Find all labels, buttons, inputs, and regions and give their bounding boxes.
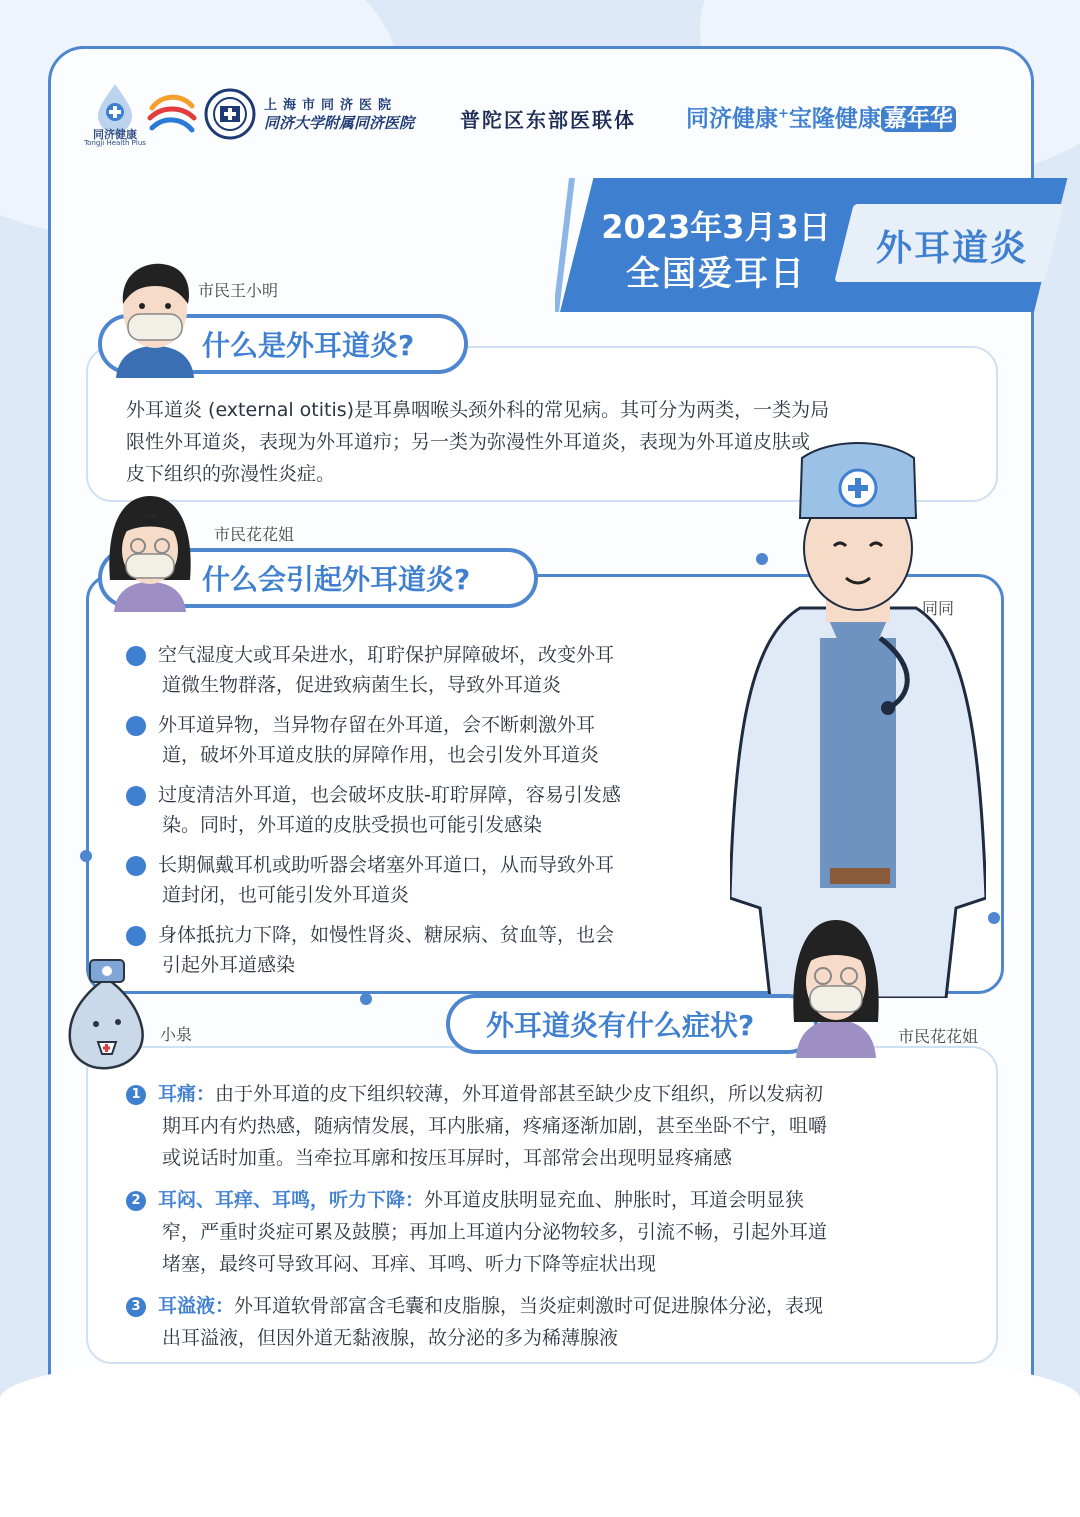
decor-dot	[988, 912, 1000, 924]
symptom-number: 1	[126, 1085, 146, 1105]
symptom-line: 出耳溢液，但因外道无黏液腺，故分泌的多为稀薄腺液	[162, 1327, 619, 1349]
cause-line: 外耳道异物，当异物存留在外耳道，会不断刺激外耳	[158, 714, 596, 736]
cause-item-1	[126, 640, 726, 700]
hospital-emblem-icon	[204, 88, 256, 140]
speaker-huahua-2: 市民花花姐	[898, 1027, 979, 1046]
decor-dot	[360, 993, 372, 1005]
cause-item-3	[126, 780, 726, 840]
definition-line: 皮下组织的弥漫性炎症。	[126, 463, 336, 485]
cause-line: 道微生物群落，促进致病菌生长，导致外耳道炎	[162, 674, 562, 696]
symptom-item-2	[126, 1184, 986, 1280]
cause-line: 染。同时，外耳道的皮肤受损也可能引发感染	[162, 814, 543, 836]
citizen-wang-avatar-icon	[110, 258, 200, 378]
cause-line: 过度清洁外耳道，也会破坏皮肤-耵聍屏障，容易引发感	[158, 784, 621, 806]
definition-line: 限性外耳道炎，表现为外耳道疖；另一类为弥漫性外耳道炎，表现为外耳道皮肤或	[126, 431, 811, 453]
event-slogan	[686, 100, 956, 133]
medical-alliance-name: 普陀区东部医联体	[460, 108, 636, 132]
cause-number	[126, 856, 146, 876]
slogan-part-a: 同济健康	[686, 106, 778, 132]
topic-title: 外耳道炎	[876, 228, 1029, 269]
cause-number	[126, 646, 146, 666]
symptom-line: 由于外耳道的皮下组织较薄，外耳道骨部甚至缺少皮下组织，所以发病初	[215, 1083, 824, 1105]
tongji-health-logo-text: 同济健康	[93, 128, 137, 141]
symptom-item-3	[126, 1290, 986, 1354]
question-symptoms: 外耳道炎有什么症状?	[446, 994, 818, 1054]
wave-logo-icon	[146, 90, 198, 138]
slogan-plus: +	[778, 106, 789, 122]
cause-item-2	[126, 710, 726, 770]
bottom-cloud	[0, 1340, 1080, 1517]
definition-line: 外耳道炎 (external otitis)是耳鼻咽喉头颈外科的常见病。其可分为两类，一类为局	[126, 399, 830, 421]
event-date: 2023年3月3日	[601, 208, 831, 246]
speaker-xiaoquan: 小泉	[160, 1025, 193, 1044]
cause-number	[126, 786, 146, 806]
hospital-name-line2: 同济大学附属同济医院	[264, 114, 415, 132]
speaker-huahua: 市民花花姐	[214, 525, 295, 544]
symptom-number: 3	[126, 1297, 146, 1317]
symptom-number: 2	[126, 1191, 146, 1211]
hospital-name-line1: 上海市同济医院	[264, 98, 398, 113]
symptom-line: 外耳道皮肤明显充血、肿胀时，耳道会明显狭	[424, 1189, 805, 1211]
header-logos	[86, 82, 1006, 146]
cause-number	[126, 716, 146, 736]
symptom-line: 堵塞，最终可导致耳闷、耳痒、耳鸣、听力下降等症状出现	[162, 1253, 657, 1275]
citizen-huahua-avatar-icon	[104, 490, 196, 612]
speaker-doctor: 同同	[922, 599, 955, 618]
cause-line: 道，破坏外耳道皮肤的屏障作用，也会引发外耳道炎	[162, 744, 600, 766]
cause-line: 长期佩戴耳机或助听器会堵塞外耳道口，从而导致外耳	[158, 854, 615, 876]
cause-line: 身体抵抗力下降，如慢性肾炎、糖尿病、贫血等，也会	[158, 924, 615, 946]
event-name: 全国爱耳日	[626, 254, 806, 294]
tongji-health-logo-sub: Tongji Health Plus	[84, 139, 146, 147]
cause-line: 引起外耳道感染	[162, 954, 296, 976]
symptom-line: 窄，严重时炎症可累及鼓膜；再加上耳道内分泌物较多，引流不畅，引起外耳道	[162, 1221, 828, 1243]
symptom-keyword: 耳痛：	[158, 1083, 216, 1105]
cause-number	[126, 926, 146, 946]
cause-item-5	[126, 920, 726, 980]
symptom-keyword: 耳溢液：	[158, 1295, 235, 1317]
slogan-part-b: 宝隆健康	[788, 106, 881, 132]
cause-line: 空气湿度大或耳朵进水，耵聍保护屏障破坏，改变外耳	[158, 644, 615, 666]
slogan-part-c: 嘉年华	[881, 106, 956, 132]
xiaoquan-mascot-icon	[58, 958, 154, 1072]
citizen-huahua-avatar-icon	[790, 912, 882, 1058]
symptom-keyword: 耳闷、耳痒、耳鸣，听力下降：	[158, 1189, 425, 1211]
decor-dot	[80, 850, 92, 862]
symptom-line: 期耳内有灼热感，随病情发展，耳内胀痛，疼痛逐渐加剧，甚至坐卧不宁，咀嚼	[162, 1115, 828, 1137]
symptom-line: 或说话时加重。当牵拉耳廓和按压耳屏时，耳部常会出现明显疼痛感	[162, 1147, 733, 1169]
cause-line: 道封闭，也可能引发外耳道炎	[162, 884, 410, 906]
question-causes: 什么会引起外耳道炎?	[98, 548, 538, 608]
symptom-item-1	[126, 1078, 986, 1174]
question-what-is: 什么是外耳道炎?	[98, 314, 468, 374]
symptom-line: 外耳道软骨部富含毛囊和皮脂腺，当炎症刺激时可促进腺体分泌，表现	[234, 1295, 824, 1317]
speaker-wang: 市民王小明	[198, 281, 279, 300]
cause-item-4	[126, 850, 726, 910]
